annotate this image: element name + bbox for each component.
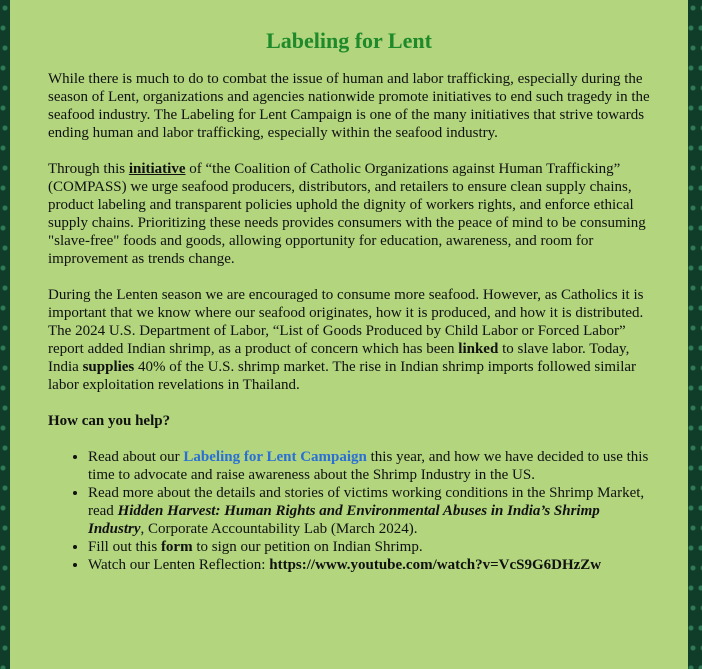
help-heading: How can you help? — [48, 413, 171, 429]
help-list — [48, 448, 650, 574]
left-border-decoration — [0, 0, 10, 669]
paragraph-intro: While there is much to do to combat the issue of human and labor trafficking, especially during the season of Lent, organizations and agencies nationwide promote initiatives to end such tragedy in the seafood industry. The Labeling for Lent Campaign is one of the many initiatives that strive towards ending human and labor trafficking, especially within the seafood industry. — [48, 71, 650, 141]
list-item: • Fill out this form to sign our petition on Indian Shrimp. — [88, 538, 650, 556]
list-item: • Read more about the details and stories of victims working conditions in the Shrimp Market, read Hidden Harvest: Human Rights and Environmental Abuses in India’s Shrimp Industry, Corporate Accountability Lab (March 2024). — [88, 484, 650, 538]
article-panel — [10, 0, 688, 669]
list-item: • Watch our Lenten Reflection: https://www.youtube.com/watch?v=VcS9G6DHzZw — [88, 556, 650, 574]
youtube-link[interactable]: https://www.youtube.com/watch?v=VcS9G6DHzZw — [269, 557, 602, 573]
form-link[interactable]: form — [160, 539, 193, 555]
report-title[interactable]: Hidden Harvest: Human Rights and Environmental Abuses in India’s Shrimp Industry — [88, 503, 600, 537]
linked-link[interactable]: linked — [458, 341, 499, 357]
page-title: Labeling for Lent — [266, 28, 432, 53]
campaign-link[interactable]: Labeling for Lent Campaign — [183, 449, 367, 465]
list-item: • Read about our Labeling for Lent Campaign this year, and how we have decided to use this time to advocate and raise awareness about the Shrimp Industry in the US. — [88, 448, 650, 484]
initiative-link[interactable]: initiative — [128, 161, 186, 177]
paragraph-initiative: Through this initiative of “the Coalition of Catholic Organizations against Human Trafficking” (COMPASS) we urge seafood producers, distributors, and retailers to ensure clean supply chains, product labeling and transparent policies uphold the dignity of workers rights, and enforce ethical supply chains. Prioritizing these needs provides consumers with the peace of mind to be consuming "slave-free" foods and goods, allowing opportunity for education, awareness, and room for improvement as trends change. — [48, 161, 646, 267]
paragraph-lenten-season: During the Lenten season we are encouraged to consume more seafood. However, as Catholics it is important that we know where our seafood originates, how it is produced, and how it is distributed. The 2024 U.S. Department of Labor, “List of Goods Produced by Child Labor or Forced Labor” report added Indian shrimp, as a product of concern which has been linked to slave labor. Today, India supplies 40% of the U.S. shrimp market. The rise in Indian shrimp imports followed similar labor exploitation revelations in Thailand. — [48, 287, 644, 393]
right-border-decoration — [688, 0, 702, 669]
supplies-link[interactable]: supplies — [82, 359, 135, 375]
